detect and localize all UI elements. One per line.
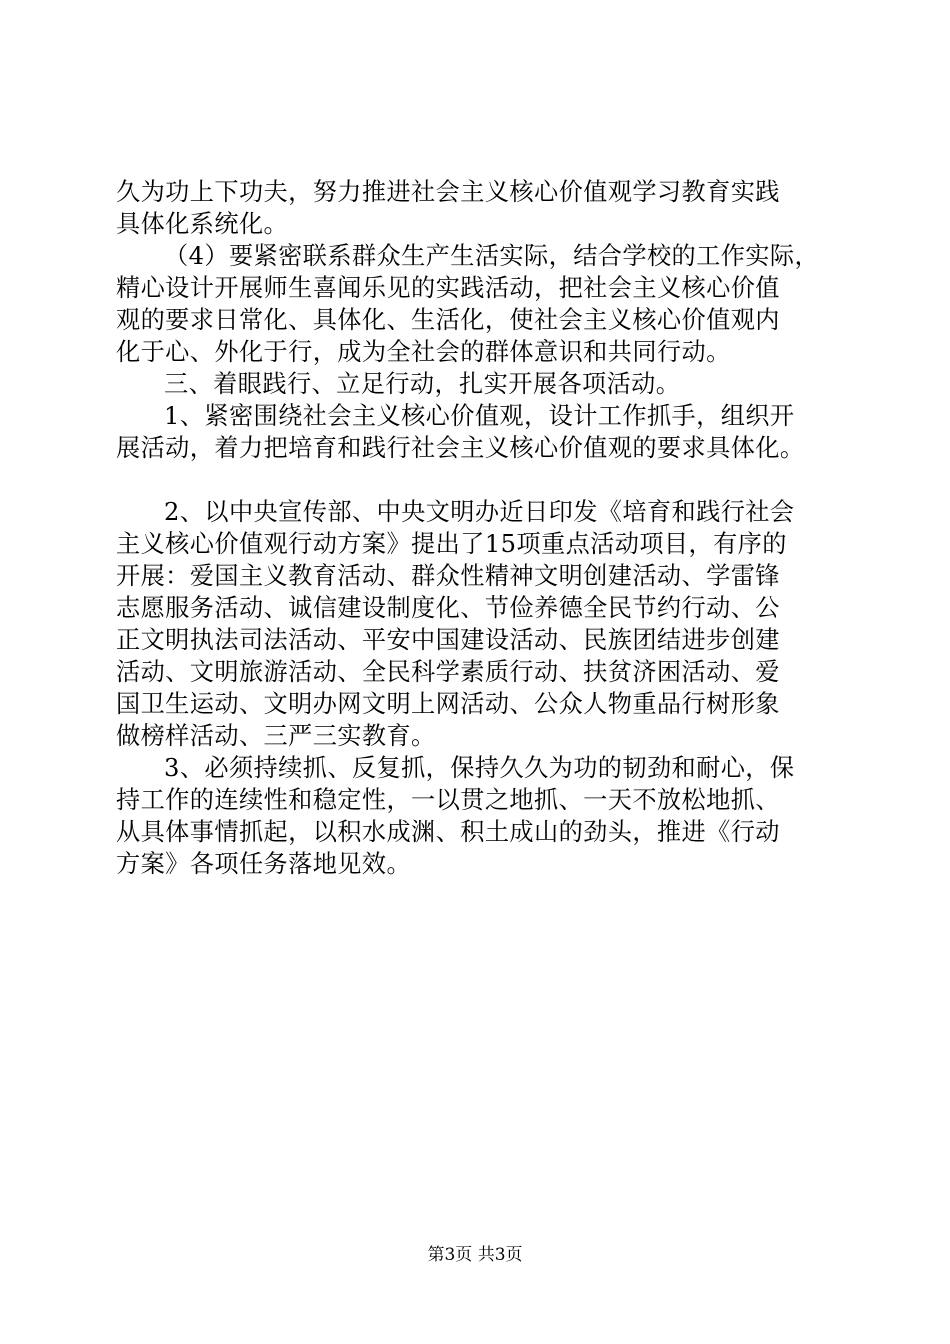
text-line: 2、以中央宣传部、中央文明办近日印发《培育和践行社会 [164, 498, 795, 526]
text-line: 持工作的连续性和稳定性，一以贯之地抓、一天不放松地抓、 [116, 786, 780, 814]
text-line: 正文明执法司法活动、平安中国建设活动、民族团结进步创建 [116, 626, 780, 654]
text-line: （4）要紧密联系群众生产生活实际，结合学校的工作实际， [164, 242, 820, 270]
text-line: 化于心、外化于行，成为全社会的群体意识和共同行动。 [116, 338, 731, 366]
text-line: 国卫生运动、文明办网文明上网活动、公众人物重品行树形象 [116, 690, 780, 718]
text-line: 1、紧密围绕社会主义核心价值观，设计工作抓手，组织开 [164, 402, 795, 430]
text-line: 久为功上下功夫，努力推进社会主义核心价值观学习教育实践 [116, 178, 780, 206]
text-line: 精心设计开展师生喜闻乐见的实践活动，把社会主义核心价值 [116, 274, 780, 302]
text-line: 开展：爱国主义教育活动、群众性精神文明创建活动、学雷锋 [116, 562, 780, 590]
text-line: 展活动，着力把培育和践行社会主义核心价值观的要求具体化。 [116, 434, 805, 462]
text-line: 做榜样活动、三严三实教育。 [116, 722, 436, 750]
text-line: 从具体事情抓起，以积水成渊、积土成山的劲头，推进《行动 [116, 818, 780, 846]
text-line: 活动、文明旅游活动、全民科学素质行动、扶贫济困活动、爱 [116, 658, 780, 686]
text-line: 具体化系统化。 [116, 210, 289, 238]
section-heading: 三、着眼践行、立足行动，扎实开展各项活动。 [164, 370, 681, 398]
text-line: 主义核心价值观行动方案》提出了15项重点活动项目，有序的 [116, 530, 787, 558]
text-line: 方案》各项任务落地见效。 [116, 850, 412, 878]
page-number-footer: 第3页 共3页 [427, 1245, 523, 1265]
text-line: 3、必须持续抓、反复抓，保持久久为功的韧劲和耐心，保 [164, 754, 795, 782]
text-line: 志愿服务活动、诚信建设制度化、节俭养德全民节约行动、公 [116, 594, 780, 622]
text-line: 观的要求日常化、具体化、生活化，使社会主义核心价值观内 [116, 306, 780, 334]
